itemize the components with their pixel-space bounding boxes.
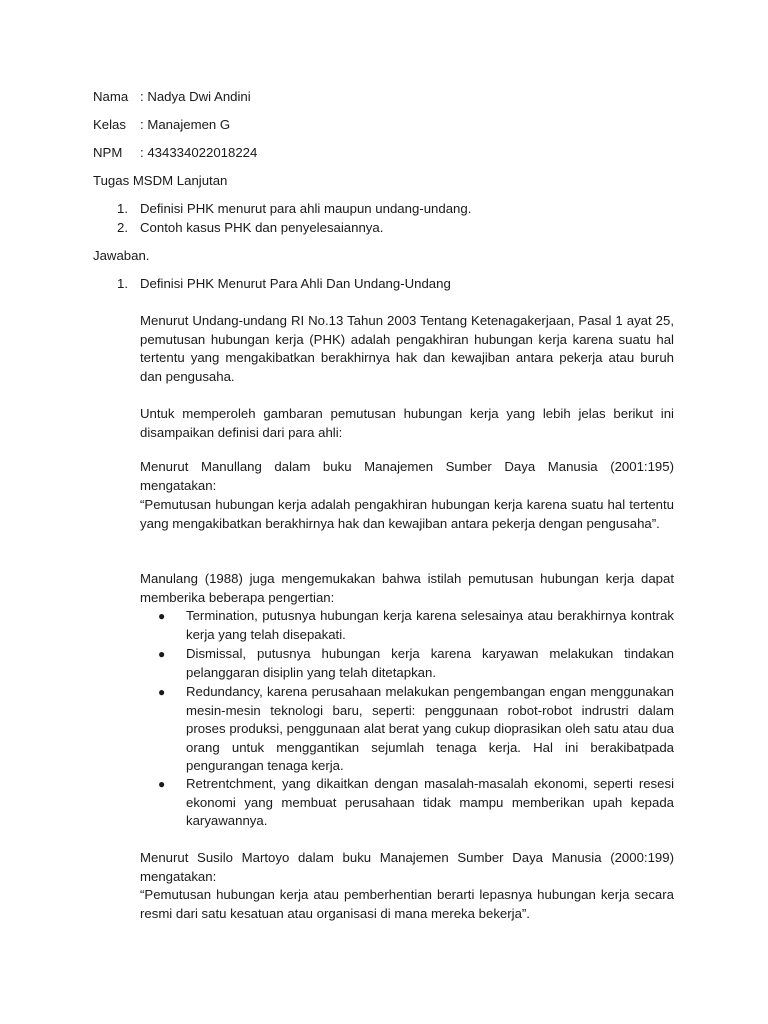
section-title: Definisi PHK Menurut Para Ahli Dan Undang-Undang: [140, 276, 451, 291]
paragraph-susilo-martoyo: Menurut Susilo Martoyo dalam buku Manajemen Sumber Daya Manusia (2000:199) mengatakan:: [140, 850, 674, 884]
assignment-title: Tugas MSDM Lanjutan: [93, 173, 228, 188]
section-number: 1.: [117, 276, 128, 291]
quote-susilo-martoyo: “Pemutusan hubungan kerja atau pemberhentian berarti lepasnya hubungan kerja secara resmi dari satu kesatuan atau organisasi di mana mereka bekerja”.: [140, 887, 674, 921]
task-item: Definisi PHK menurut para ahli maupun undang-undang.: [140, 201, 472, 216]
paragraph-intro-experts: Untuk memperoleh gambaran pemutusan hubungan kerja yang lebih jelas berikut ini disampaikan definisi dari para ahli:: [140, 406, 674, 440]
paragraph-uu: Menurut Undang-undang RI No.13 Tahun 2003 Tentang Ketenagakerjaan, Pasal 1 ayat 25, pemutusan hubungan kerja (PHK) adalah pengakhiran hubungan kerja karena suatu hal tertentu yang mengakibatkan berakhirnya hak dan kewajiban antara pekerja atau buruh dan pengusaha.: [140, 313, 674, 384]
bullet-dot-icon: ●: [158, 647, 166, 661]
kelas-label: Kelas: [93, 117, 126, 132]
bullet-dot-icon: ●: [158, 609, 166, 623]
task-number: 1.: [117, 201, 128, 216]
quote-manullang: “Pemutusan hubungan kerja adalah pengakhiran hubungan kerja karena suatu hal tertentu yang mengakibatkan berakhirnya hak dan kewajiban antara pekerja dengan pengusaha”.: [140, 497, 674, 531]
nama-value: : Nadya Dwi Andini: [140, 89, 251, 104]
answer-label: Jawaban.: [93, 248, 150, 263]
paragraph-manullang: Menurut Manullang dalam buku Manajemen Sumber Daya Manusia (2001:195) mengatakan:: [140, 459, 674, 493]
bullet-dot-icon: ●: [158, 777, 166, 791]
task-number: 2.: [117, 220, 128, 235]
bullet-termination: Termination, putusnya hubungan kerja karena selesainya atau berakhirnya kontrak kerja yang telah disepakati.: [186, 608, 674, 642]
kelas-value: : Manajemen G: [140, 117, 231, 132]
bullet-redundancy: Redundancy, karena perusahaan melakukan pengembangan engan menggunakan mesin-mesin teknologi baru, seperti: penggunaan robot-robot indrustri dalam proses produksi, penggunaan alat berat yang cukup dioprasikan oleh satu atau dua orang untuk menggantikan sejumlah tenaga kerja. Hal ini berakibatpada pengurangan tenaga kerja.: [186, 684, 674, 774]
nama-label: Nama: [93, 89, 129, 104]
paragraph-manulang-1988: Manulang (1988) juga mengemukakan bahwa istilah pemutusan hubungan kerja dapat memberika beberapa pengertian:: [140, 571, 674, 605]
task-item: Contoh kasus PHK dan penyelesaiannya.: [140, 220, 384, 235]
bullet-dismissal: Dismissal, putusnya hubungan kerja karena karyawan melakukan tindakan pelanggaran disiplin yang telah ditetapkan.: [186, 646, 674, 680]
bullet-retrenchment: Retrentchment, yang dikaitkan dengan masalah-masalah ekonomi, seperti resesi ekonomi yang membuat perusahaan tidak mampu memberikan upah kepada karyawannya.: [186, 776, 674, 829]
npm-label: NPM: [93, 145, 123, 160]
bullet-dot-icon: ●: [158, 685, 166, 699]
npm-value: : 434334022018224: [140, 145, 258, 160]
